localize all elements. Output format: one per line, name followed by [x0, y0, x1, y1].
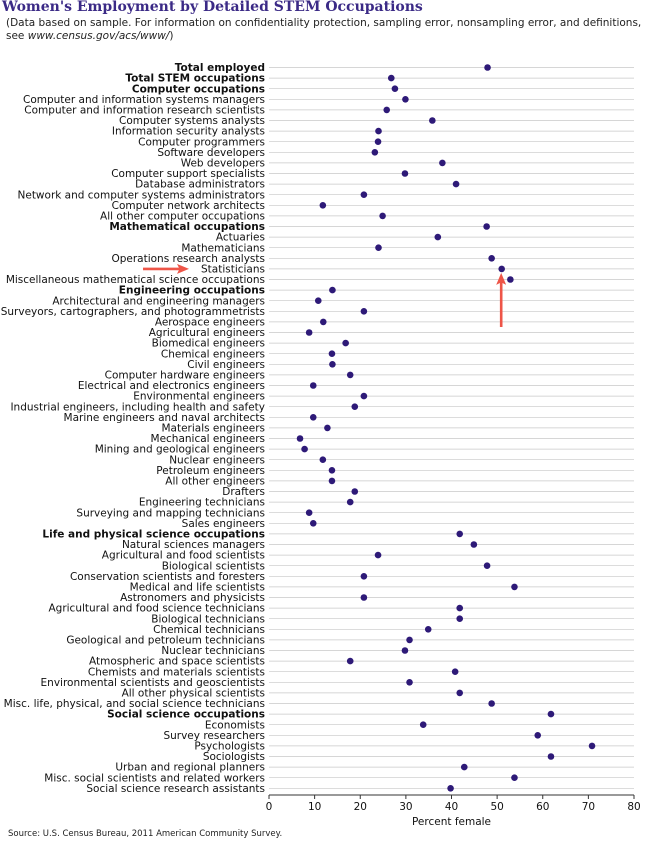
row-label: Civil engineers	[187, 358, 265, 371]
data-point[interactable]	[406, 637, 413, 644]
row-label: Astronomers and physicists	[120, 592, 265, 605]
subtitle-link[interactable]: www.census.gov/acs/www/	[27, 30, 170, 42]
row-label: Software developers	[157, 146, 265, 159]
data-point[interactable]	[320, 202, 327, 209]
data-point[interactable]	[435, 234, 442, 241]
data-point[interactable]	[488, 255, 495, 262]
data-point[interactable]	[447, 785, 454, 792]
data-point[interactable]	[429, 117, 436, 124]
data-point[interactable]	[402, 647, 409, 654]
row-label: Chemists and materials scientists	[87, 666, 265, 679]
x-tick-label: 10	[307, 801, 322, 813]
data-point[interactable]	[484, 562, 491, 569]
data-point[interactable]	[548, 753, 555, 760]
data-point[interactable]	[375, 244, 382, 251]
data-point[interactable]	[361, 191, 368, 198]
row-label: Mathematical occupations	[109, 221, 265, 234]
data-point[interactable]	[402, 96, 409, 103]
data-point[interactable]	[406, 679, 413, 686]
row-label: Industrial engineers, including health and safety	[10, 401, 265, 414]
row-label: Total STEM occupations	[125, 72, 265, 85]
row-label: Computer occupations	[131, 83, 265, 96]
row-label: All other engineers	[165, 475, 265, 488]
row-label: All other computer occupations	[100, 210, 265, 223]
x-tick-label: 50	[490, 801, 504, 813]
data-point[interactable]	[375, 138, 382, 145]
row-label: Engineering occupations	[118, 284, 265, 297]
x-tick-label: 20	[353, 801, 367, 813]
row-label: Computer and information systems managers	[23, 93, 265, 106]
row-label: Drafters	[222, 486, 265, 499]
data-point[interactable]	[324, 425, 331, 432]
data-point[interactable]	[361, 308, 368, 315]
x-tick-label: 30	[399, 801, 413, 813]
row-label: Materials engineers	[161, 422, 265, 435]
row-label: Chemical engineers	[160, 348, 265, 361]
data-point[interactable]	[507, 276, 514, 283]
row-label: Environmental scientists and geoscientists	[40, 676, 265, 689]
data-point[interactable]	[383, 107, 390, 114]
data-point[interactable]	[347, 499, 354, 506]
data-point[interactable]	[375, 128, 382, 135]
data-point[interactable]	[329, 287, 336, 294]
data-point[interactable]	[310, 382, 317, 389]
row-label: Psychologists	[194, 740, 265, 753]
x-tick-label: 70	[581, 801, 596, 813]
data-point[interactable]	[329, 361, 336, 368]
data-point[interactable]	[453, 181, 460, 188]
data-point[interactable]	[306, 329, 313, 336]
data-point[interactable]	[361, 573, 368, 580]
data-point[interactable]	[456, 615, 463, 622]
x-tick-label: 0	[265, 801, 273, 813]
x-tick-label: 60	[536, 801, 550, 813]
row-label: Atmospheric and space scientists	[89, 655, 265, 668]
row-label: Actuaries	[215, 231, 265, 244]
data-point[interactable]	[301, 446, 308, 453]
data-point[interactable]	[347, 372, 354, 379]
row-label: Mechanical engineers	[150, 433, 265, 446]
data-point[interactable]	[461, 764, 468, 771]
row-label: Computer support specialists	[111, 168, 265, 181]
data-point[interactable]	[534, 732, 541, 739]
row-label: Operations research analysts	[111, 252, 265, 265]
row-label: Agricultural engineers	[148, 327, 265, 340]
data-point[interactable]	[511, 584, 518, 591]
data-point[interactable]	[342, 340, 349, 347]
subtitle-text: (Data based on sample. For information on confidentiality protection, sampling error, nonsampling error, and definitions, see	[6, 17, 642, 42]
row-label: Social science research assistants	[86, 782, 265, 795]
data-point[interactable]	[392, 85, 399, 92]
data-point[interactable]	[388, 75, 395, 82]
row-label: Database administrators	[135, 178, 265, 191]
row-label: Nuclear engineers	[169, 454, 265, 467]
row-label: Information security analysts	[111, 125, 265, 138]
chart-title: Women's Employment by Detailed STEM Occupations	[2, 0, 423, 15]
row-label: All other physical scientists	[121, 687, 265, 700]
data-point[interactable]	[456, 605, 463, 612]
row-label: Engineering technicians	[138, 496, 265, 509]
row-label: Architectural and engineering managers	[52, 295, 265, 308]
data-point[interactable]	[548, 711, 555, 718]
row-label: Mathematicians	[181, 242, 265, 255]
row-label: Environmental engineers	[133, 390, 265, 403]
data-point[interactable]	[351, 488, 358, 495]
data-point[interactable]	[425, 626, 432, 633]
row-label: Geological and petroleum technicians	[66, 634, 265, 647]
row-label: Life and physical science occupations	[42, 528, 265, 541]
row-label: Misc. social scientists and related workers	[44, 772, 265, 785]
data-point[interactable]	[375, 552, 382, 559]
data-point[interactable]	[315, 297, 322, 304]
data-point[interactable]	[498, 266, 505, 273]
data-point[interactable]	[361, 393, 368, 400]
data-point[interactable]	[420, 721, 427, 728]
row-label: Conservation scientists and foresters	[69, 570, 265, 583]
data-point[interactable]	[329, 478, 336, 485]
data-point[interactable]	[471, 541, 478, 548]
row-label: Computer hardware engineers	[104, 369, 265, 382]
x-tick-label: 80	[627, 801, 641, 813]
row-label: Medical and life scientists	[129, 581, 265, 594]
data-point[interactable]	[372, 149, 379, 156]
row-label: Computer programmers	[138, 136, 265, 149]
row-label: Computer and information research scientists	[24, 104, 265, 117]
data-point[interactable]	[320, 319, 327, 326]
data-point[interactable]	[361, 594, 368, 601]
data-point[interactable]	[484, 64, 491, 71]
data-point[interactable]	[452, 668, 459, 675]
data-point[interactable]	[456, 690, 463, 697]
row-label: Agricultural and food science technicians	[48, 602, 265, 615]
row-label: Mining and geological engineers	[94, 443, 265, 456]
row-label: Biomedical engineers	[151, 337, 265, 350]
data-point[interactable]	[511, 774, 518, 781]
data-point[interactable]	[310, 414, 317, 421]
data-point[interactable]	[402, 170, 409, 177]
row-label: Web developers	[180, 157, 265, 170]
data-point[interactable]	[589, 743, 596, 750]
row-label: Chemical technicians	[153, 623, 265, 636]
chart-source: Source: U.S. Census Bureau, 2011 American Community Survey.	[8, 829, 283, 839]
data-point[interactable]	[320, 456, 327, 463]
data-point[interactable]	[439, 160, 446, 167]
row-label: Biological scientists	[161, 560, 265, 573]
row-label: Sales engineers	[181, 517, 265, 530]
row-label: Sociologists	[202, 751, 265, 764]
data-point[interactable]	[297, 435, 304, 442]
row-label: Misc. life, physical, and social science technicians	[3, 698, 265, 711]
x-tick-label: 40	[444, 801, 459, 813]
data-point[interactable]	[329, 467, 336, 474]
row-label: Biological technicians	[151, 613, 265, 626]
data-point[interactable]	[347, 658, 354, 665]
row-label: Aerospace engineers	[154, 316, 265, 329]
data-point[interactable]	[483, 223, 490, 230]
row-label: Surveyors, cartographers, and photogrammetrists	[0, 305, 265, 318]
data-point[interactable]	[456, 531, 463, 538]
row-label: Economists	[204, 719, 265, 732]
row-label: Social science occupations	[107, 708, 265, 721]
data-point[interactable]	[306, 509, 313, 516]
row-label: Urban and regional planners	[115, 761, 265, 774]
row-label: Miscellaneous mathematical science occupations	[5, 274, 265, 287]
data-point[interactable]	[329, 350, 336, 357]
row-label: Total employed	[174, 62, 265, 75]
row-label: Survey researchers	[163, 729, 265, 742]
row-label: Network and computer systems administrators	[17, 189, 265, 202]
data-point[interactable]	[488, 700, 495, 707]
row-label: Agricultural and food scientists	[101, 549, 265, 562]
row-label: Computer network architects	[111, 199, 265, 212]
row-label: Nuclear technicians	[161, 645, 265, 658]
row-label: Surveying and mapping technicians	[76, 507, 265, 520]
data-point[interactable]	[310, 520, 317, 527]
x-axis-title: Percent female	[411, 816, 492, 828]
row-label: Petroleum engineers	[156, 464, 265, 477]
row-label: Marine engineers and naval architects	[63, 411, 265, 424]
data-point[interactable]	[379, 213, 386, 220]
row-label: Natural sciences managers	[121, 539, 265, 552]
row-label: Statisticians	[200, 263, 265, 276]
data-point[interactable]	[351, 403, 358, 410]
subtitle-close: )	[169, 30, 174, 42]
row-label: Computer systems analysts	[118, 115, 265, 128]
row-label: Electrical and electronics engineers	[77, 380, 265, 393]
